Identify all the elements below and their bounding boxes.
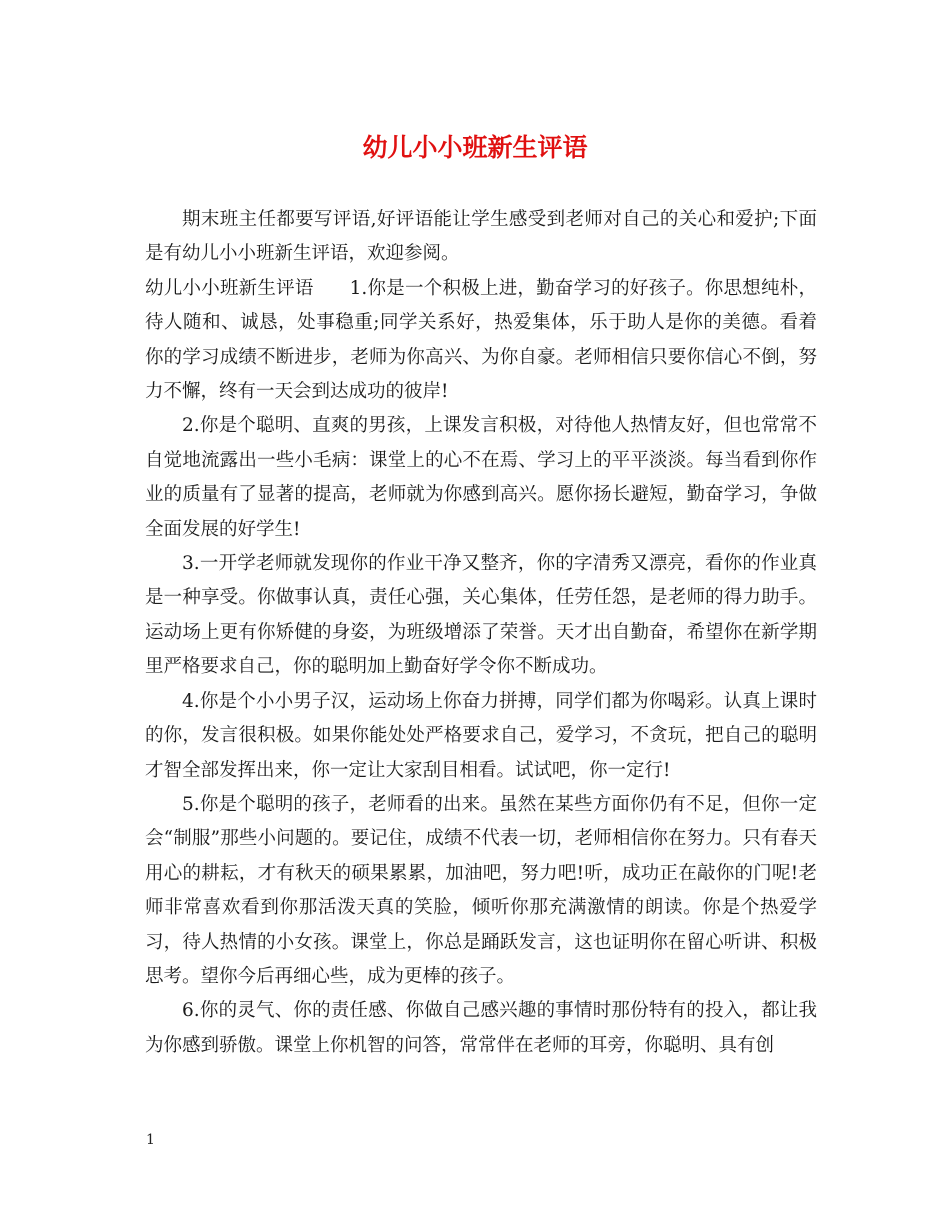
intro-paragraph: 期末班主任都要写评语,好评语能让学生感受到老师对自己的关心和爱护;下面是有幼儿小小班新生评语，欢迎参阅。 (145, 209, 817, 265)
comment-paragraph-1 (145, 272, 817, 410)
comment-paragraph-2: 2.你是个聪明、直爽的男孩，上课发言积极，对待他人热情友好，但也常常不自觉地流露出一些小毛病：课堂上的心不在焉、学习上的平平淡淡。每当看到你作业的质量有了显著的提高，老师就为你感到高兴。愿你扬长避短，勤奋学习，争做全面发展的好学生! (145, 415, 817, 540)
comment-paragraph-4: 4.你是个小小男子汉，运动场上你奋力拼搏，同学们都为你喝彩。认真上课时的你，发言很积极。如果你能处处严格要求自己，爱学习，不贪玩，把自己的聪明才智全部发挥出来，你一定让大家刮目相看。试试吧，你一定行! (145, 690, 817, 781)
comment-paragraph-6: 6.你的灵气、你的责任感、你做自己感兴趣的事情时那份特有的投入，都让我为你感到骄傲。课堂上你机智的问答，常常伴在老师的耳旁，你聪明、具有创 (145, 1000, 817, 1056)
comment-paragraph-5: 5.你是个聪明的孩子，老师看的出来。虽然在某些方面你仍有不足，但你一定会“制服”那些小问题的。要记住，成绩不代表一切，老师相信你在努力。只有春天用心的耕耘，才有秋天的硕果累累，加油吧，努力吧!听，成功正在敲你的门呢!老师非常喜欢看到你那活泼天真的笑脸，倾听你那充满激情的朗读。你是个热爱学习，待人热情的小女孩。课堂上，你总是踊跃发言，这也证明你在留心听讲、积极思考。望你今后再细心些，成为更棒的孩子。 (145, 793, 817, 987)
document-body (145, 203, 817, 1063)
document-title: 幼儿小小班新生评语 (362, 133, 588, 162)
page-number: 1 (146, 1132, 155, 1148)
comment-paragraph-3: 3.一开学老师就发现你的作业干净又整齐，你的字清秀又漂亮，看你的作业真是一种享受。你做事认真，责任心强，关心集体，任劳任怨，是老师的得力助手。运动场上更有你矫健的身姿，为班级增添了荣誉。天才出自勤奋，希望你在新学期里严格要求自己，你的聪明加上勤奋好学令你不断成功。 (145, 553, 817, 678)
lead-label: 幼儿小小班新生评语 (145, 277, 314, 299)
comment-text-1: 1.你是一个积极上进，勤奋学习的好孩子。你思想纯朴，待人随和、诚恳，处事稳重;同学关系好，热爱集体，乐于助人是你的美德。看着你的学习成绩不断进步，老师为你高兴、为你自豪。老师相信只要你信心不倒，努力不懈，终有一天会到达成功的彼岸! (145, 277, 817, 403)
